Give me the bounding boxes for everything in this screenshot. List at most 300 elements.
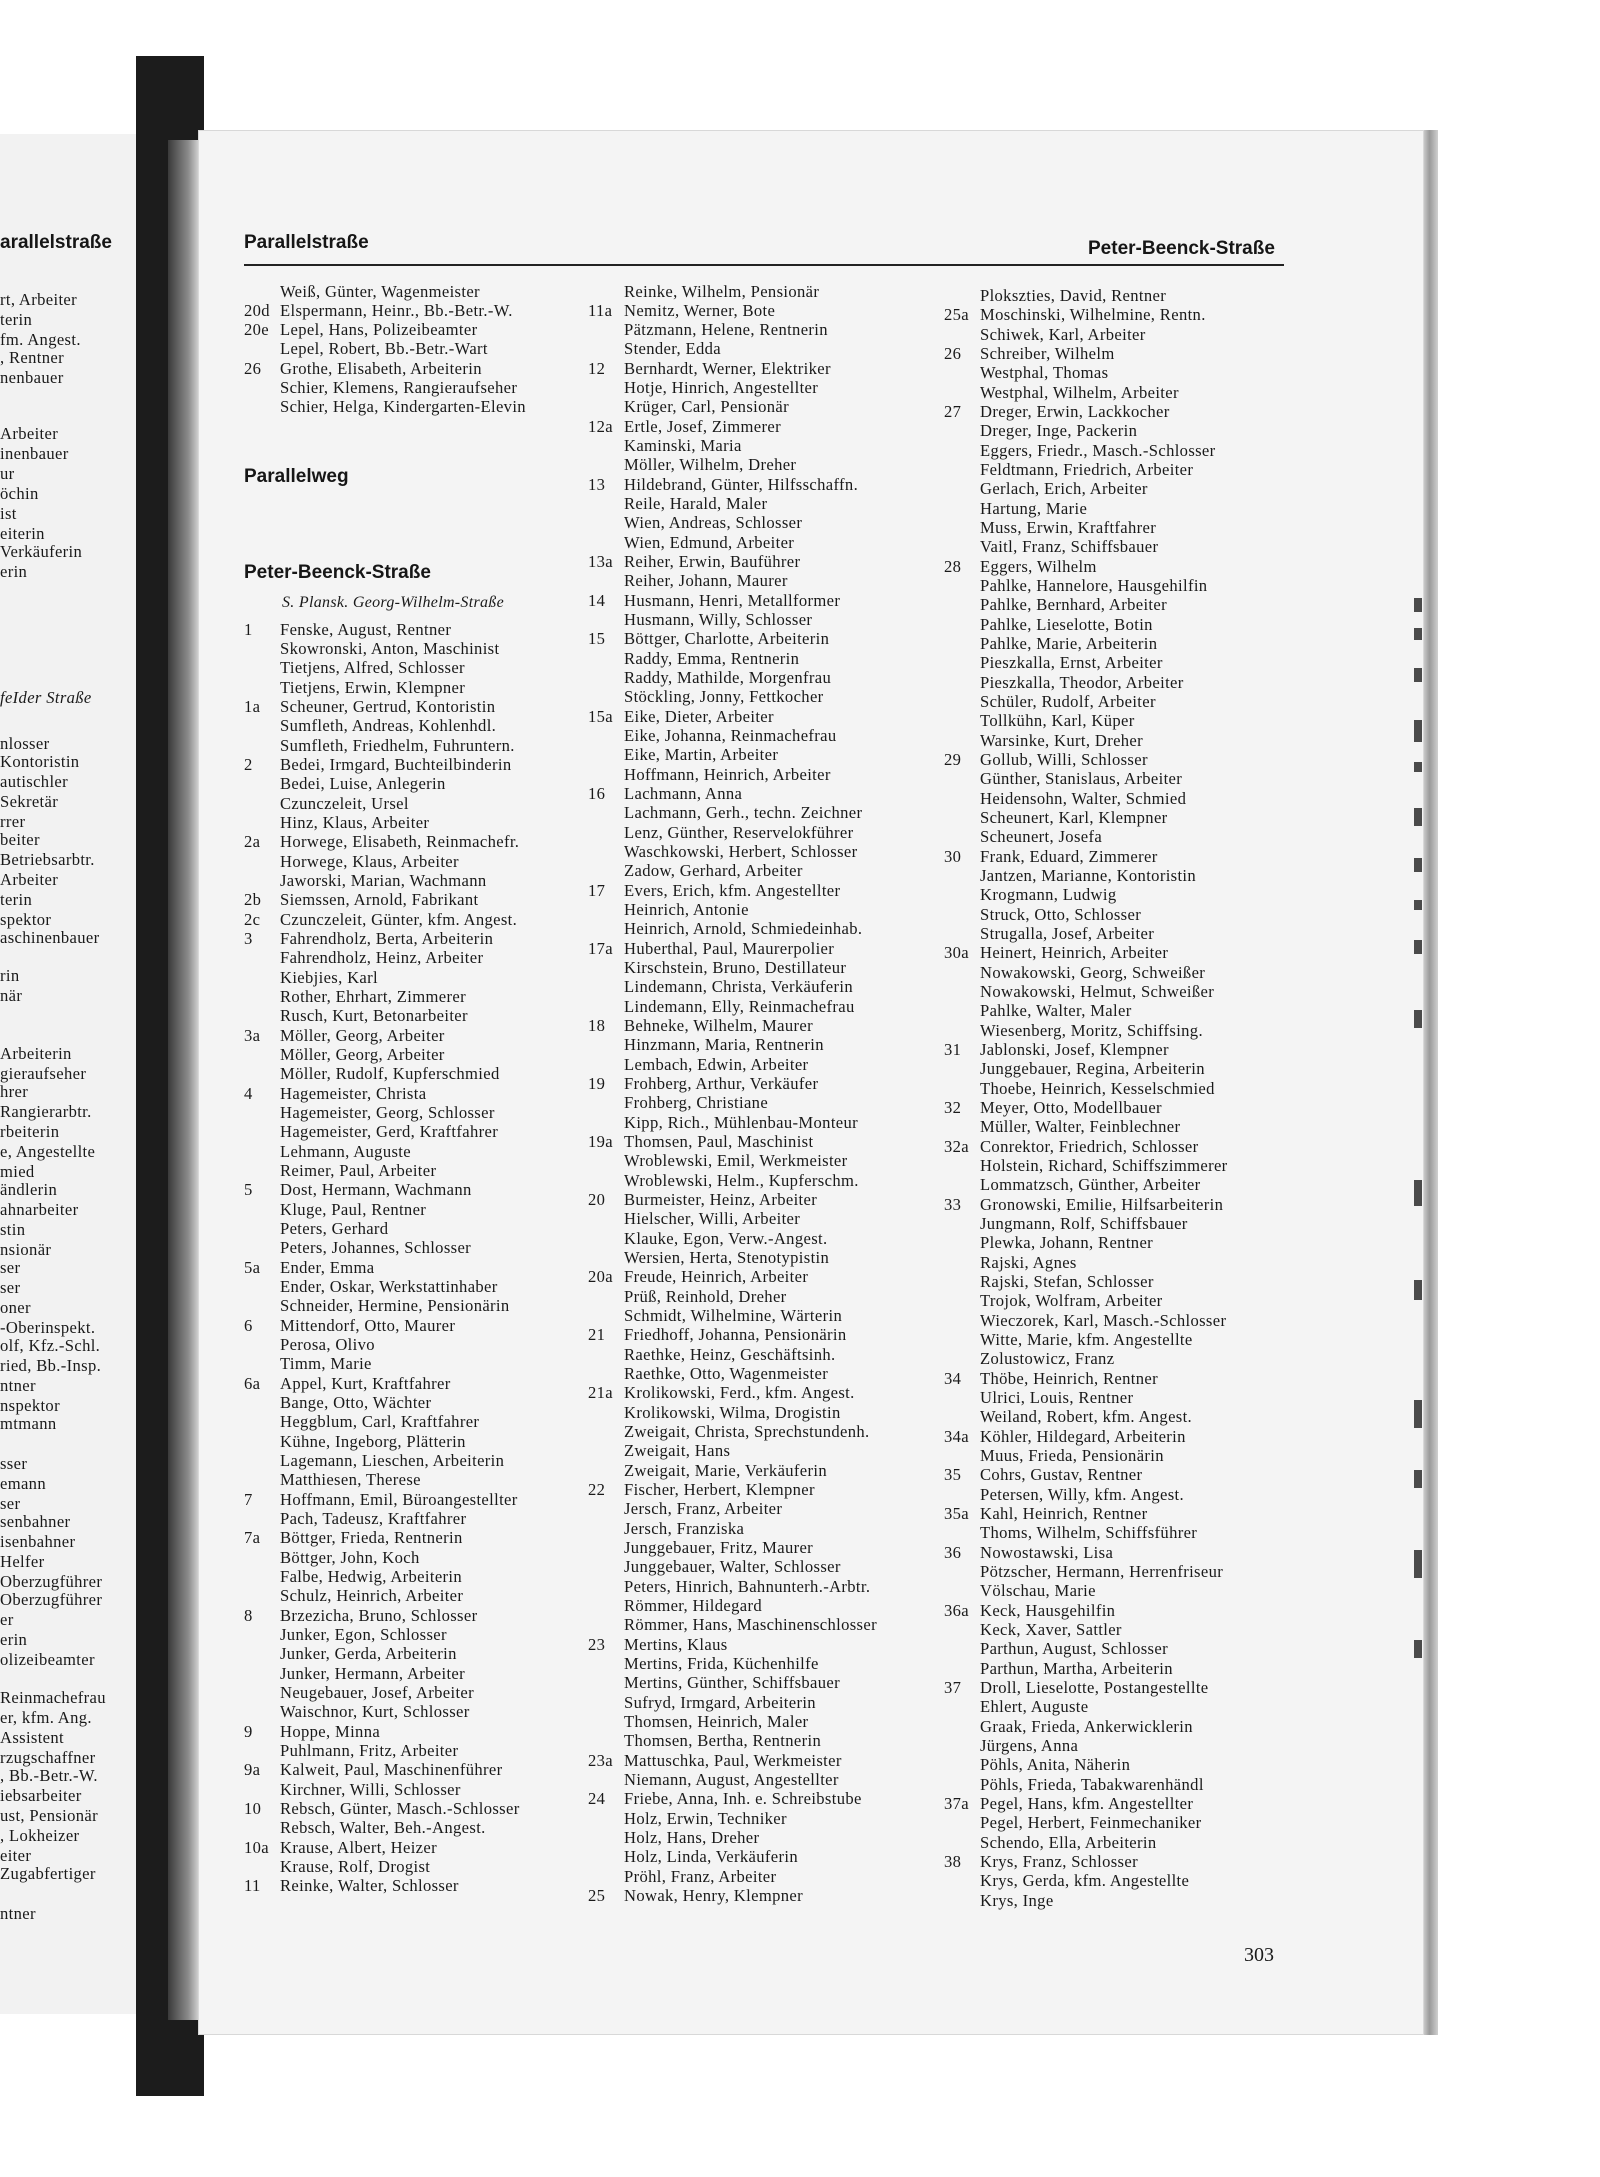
house-number: 31 xyxy=(944,1040,962,1059)
facing-page-line: ur xyxy=(0,464,15,483)
resident-entry: Pieszkalla, Theodor, Arbeiter xyxy=(980,673,1184,692)
house-number: 10a xyxy=(244,1838,270,1857)
house-number: 30a xyxy=(944,943,970,962)
facing-page-line: nlosser xyxy=(0,734,50,753)
house-number: 1a xyxy=(244,697,261,716)
facing-page-line: rrer xyxy=(0,812,26,831)
resident-entry: Wiesenberg, Moritz, Schiffsing. xyxy=(980,1021,1203,1040)
resident-entry: Huberthal, Paul, Maurerpolier xyxy=(624,939,835,958)
house-number: 21 xyxy=(588,1325,606,1344)
resident-entry: Eike, Martin, Arbeiter xyxy=(624,745,779,764)
facing-page-line: ser xyxy=(0,1258,21,1277)
page-number: 303 xyxy=(1244,1944,1274,1966)
resident-entry: Eike, Johanna, Reinmachefrau xyxy=(624,726,837,745)
resident-entry: Kalweit, Paul, Maschinenführer xyxy=(280,1760,503,1779)
resident-entry: Gerlach, Erich, Arbeiter xyxy=(980,479,1148,498)
house-number: 34a xyxy=(944,1427,970,1446)
resident-entry: Horwege, Elisabeth, Reinmachefr. xyxy=(280,832,520,851)
facing-page-line: erin xyxy=(0,562,28,581)
resident-entry: Kirschstein, Bruno, Destillateur xyxy=(624,958,847,977)
resident-entry: Thomsen, Heinrich, Maler xyxy=(624,1712,809,1731)
section-heading-peter-beenck-strasse: Peter-Beenck-Straße xyxy=(244,562,431,583)
resident-entry: Thoebe, Heinrich, Kesselschmied xyxy=(980,1079,1215,1098)
resident-entry: Raethke, Otto, Wagenmeister xyxy=(624,1364,829,1383)
resident-entry: Parthun, August, Schlosser xyxy=(980,1639,1168,1658)
resident-entry: Struck, Otto, Schlosser xyxy=(980,905,1142,924)
resident-entry: Muss, Erwin, Kraftfahrer xyxy=(980,518,1157,537)
resident-entry: Fahrendholz, Heinz, Arbeiter xyxy=(280,948,484,967)
facing-page-line: olizeibeamter xyxy=(0,1650,95,1669)
facing-page-line: ser xyxy=(0,1278,21,1297)
house-number: 18 xyxy=(588,1016,606,1035)
resident-entry: Lindemann, Elly, Reinmachefrau xyxy=(624,997,855,1016)
resident-entry: Waschkowski, Herbert, Schlosser xyxy=(624,842,858,861)
resident-entry: Freude, Heinrich, Arbeiter xyxy=(624,1267,809,1286)
running-header-right: Peter-Beenck-Straße xyxy=(1088,238,1275,259)
house-number: 20 xyxy=(588,1190,606,1209)
resident-entry: Heinrich, Arnold, Schmiedeinhab. xyxy=(624,919,863,938)
facing-page-line: rbeiterin xyxy=(0,1122,60,1141)
resident-entry: Pötzscher, Hermann, Herrenfriseur xyxy=(980,1562,1224,1581)
resident-entry: Mittendorf, Otto, Maurer xyxy=(280,1316,456,1335)
house-number: 17 xyxy=(588,881,606,900)
facing-page-line: ntner xyxy=(0,1904,36,1923)
resident-entry: Westphal, Thomas xyxy=(980,363,1109,382)
resident-entry: Krause, Rolf, Drogist xyxy=(280,1857,431,1876)
resident-entry: Schulz, Heinrich, Arbeiter xyxy=(280,1586,464,1605)
resident-entry: Krys, Inge xyxy=(980,1891,1054,1910)
resident-entry: Frohberg, Arthur, Verkäufer xyxy=(624,1074,819,1093)
page-stack-mark xyxy=(1414,1010,1422,1028)
resident-entry: Krys, Gerda, kfm. Angestellte xyxy=(980,1871,1190,1890)
facing-page-line: Helfer xyxy=(0,1552,45,1571)
house-number: 2c xyxy=(244,910,261,929)
house-number: 26 xyxy=(244,359,262,378)
resident-entry: Jaworski, Marian, Wachmann xyxy=(280,871,487,890)
house-number: 36 xyxy=(944,1543,962,1562)
resident-entry: Prüß, Reinhold, Dreher xyxy=(624,1287,787,1306)
facing-page-line: terin xyxy=(0,890,33,909)
resident-entry: Junker, Hermann, Arbeiter xyxy=(280,1664,466,1683)
house-number: 13a xyxy=(588,552,614,571)
house-number: 3a xyxy=(244,1026,261,1045)
house-number: 1 xyxy=(244,620,253,639)
facing-page-line: ändlerin xyxy=(0,1180,58,1199)
resident-entry: Plewka, Johann, Rentner xyxy=(980,1233,1154,1252)
resident-entry: Waischnor, Kurt, Schlosser xyxy=(280,1702,470,1721)
resident-entry: Pöhls, Anita, Näherin xyxy=(980,1755,1131,1774)
resident-entry: Niemann, August, Angestellter xyxy=(624,1770,839,1789)
facing-page-line: erin xyxy=(0,1630,28,1649)
resident-entry: Petersen, Willy, kfm. Angest. xyxy=(980,1485,1184,1504)
resident-entry: Dreger, Inge, Packerin xyxy=(980,421,1138,440)
resident-entry: Nowakowski, Georg, Schweißer xyxy=(980,963,1206,982)
page-stack-mark xyxy=(1414,1550,1422,1578)
resident-entry: Siemssen, Arnold, Fabrikant xyxy=(280,890,479,909)
resident-entry: Lenz, Günther, Reservelokführer xyxy=(624,823,854,842)
house-number: 21a xyxy=(588,1383,614,1402)
resident-entry: Parthun, Martha, Arbeiterin xyxy=(980,1659,1173,1678)
resident-entry: Westphal, Wilhelm, Arbeiter xyxy=(980,383,1179,402)
resident-entry: Hagemeister, Georg, Schlosser xyxy=(280,1103,495,1122)
house-number: 38 xyxy=(944,1852,962,1871)
resident-entry: Zweigait, Hans xyxy=(624,1441,731,1460)
facing-page-line: spektor xyxy=(0,910,52,929)
page-stack-mark xyxy=(1414,1640,1422,1658)
facing-page-line: Rangierarbtr. xyxy=(0,1102,92,1121)
house-number: 23 xyxy=(588,1635,606,1654)
facing-page-line: Arbeiter xyxy=(0,424,59,443)
resident-entry: Hoppe, Minna xyxy=(280,1722,381,1741)
resident-entry: Mertins, Frida, Küchenhilfe xyxy=(624,1654,819,1673)
resident-entry: Jersch, Franz, Arbeiter xyxy=(624,1499,783,1518)
facing-page-line: beiter xyxy=(0,830,40,849)
resident-entry: Reiher, Erwin, Bauführer xyxy=(624,552,801,571)
facing-page-line: nspektor xyxy=(0,1396,60,1415)
resident-entry: Junggebauer, Walter, Schlosser xyxy=(624,1557,841,1576)
resident-entry: Rusch, Kurt, Betonarbeiter xyxy=(280,1006,468,1025)
resident-entry: Rebsch, Walter, Beh.-Angest. xyxy=(280,1818,486,1837)
resident-entry: Ertle, Josef, Zimmerer xyxy=(624,417,781,436)
resident-entry: Gollub, Willi, Schlosser xyxy=(980,750,1148,769)
resident-entry: Reinke, Wilhelm, Pensionär xyxy=(624,282,820,301)
facing-page-line: rzugschaffner xyxy=(0,1748,96,1767)
facing-page-line: feIder Straße xyxy=(0,688,92,707)
facing-page-line: er, kfm. Ang. xyxy=(0,1708,92,1727)
gutter-shadow xyxy=(168,140,202,2020)
house-number: 37 xyxy=(944,1678,962,1697)
house-number: 11 xyxy=(244,1876,261,1895)
resident-entry: Hagemeister, Gerd, Kraftfahrer xyxy=(280,1122,499,1141)
house-number: 12 xyxy=(588,359,606,378)
resident-entry: Römmer, Hans, Maschinenschlosser xyxy=(624,1615,877,1634)
resident-entry: Muus, Frieda, Pensionärin xyxy=(980,1446,1164,1465)
resident-entry: Husmann, Henri, Metallformer xyxy=(624,591,841,610)
resident-entry: Gronowski, Emilie, Hilfsarbeiterin xyxy=(980,1195,1224,1214)
resident-entry: Czunczeleit, Günter, kfm. Angest. xyxy=(280,910,518,929)
resident-entry: Junggebauer, Fritz, Maurer xyxy=(624,1538,814,1557)
resident-entry: Junggebauer, Regina, Arbeiterin xyxy=(980,1059,1205,1078)
resident-entry: Lehmann, Auguste xyxy=(280,1142,411,1161)
house-number: 32a xyxy=(944,1137,970,1156)
resident-entry: Heidensohn, Walter, Schmied xyxy=(980,789,1187,808)
facing-page-line: aschinenbauer xyxy=(0,928,100,947)
resident-entry: Kirchner, Willi, Schlosser xyxy=(280,1780,461,1799)
resident-entry: Schreiber, Wilhelm xyxy=(980,344,1115,363)
house-number: 8 xyxy=(244,1606,253,1625)
resident-entry: Schmidt, Wilhelmine, Wärterin xyxy=(624,1306,843,1325)
resident-entry: Krolikowski, Wilma, Drogistin xyxy=(624,1403,841,1422)
facing-page-line: , Rentner xyxy=(0,348,64,367)
resident-entry: Tietjens, Alfred, Schlosser xyxy=(280,658,465,677)
facing-page-line: ser xyxy=(0,1494,21,1513)
resident-entry: Rajski, Stefan, Schlosser xyxy=(980,1272,1154,1291)
resident-entry: Jungmann, Rolf, Schiffsbauer xyxy=(980,1214,1188,1233)
resident-entry: Krogmann, Ludwig xyxy=(980,885,1117,904)
resident-entry: Mattuschka, Paul, Werkmeister xyxy=(624,1751,842,1770)
resident-entry: Müller, Walter, Feinblechner xyxy=(980,1117,1181,1136)
facing-page-line: ist xyxy=(0,504,17,523)
house-number: 15 xyxy=(588,629,606,648)
resident-entry: Böttger, Charlotte, Arbeiterin xyxy=(624,629,830,648)
resident-entry: Klauke, Egon, Verw.-Angest. xyxy=(624,1229,828,1248)
resident-entry: Weiß, Günter, Wagenmeister xyxy=(280,282,480,301)
resident-entry: Tietjens, Erwin, Klempner xyxy=(280,678,466,697)
resident-entry: Matthiesen, Therese xyxy=(280,1470,421,1489)
resident-entry: Keck, Hausgehilfin xyxy=(980,1601,1116,1620)
resident-entry: Reile, Harald, Maler xyxy=(624,494,768,513)
resident-entry: Lepel, Hans, Polizeibeamter xyxy=(280,320,478,339)
resident-entry: Holz, Erwin, Techniker xyxy=(624,1809,787,1828)
resident-entry: Witte, Marie, kfm. Angestellte xyxy=(980,1330,1193,1349)
resident-entry: Frank, Eduard, Zimmerer xyxy=(980,847,1158,866)
page-stack-mark xyxy=(1414,762,1422,772)
resident-entry: Thomsen, Paul, Maschinist xyxy=(624,1132,814,1151)
resident-entry: Friebe, Anna, Inh. e. Schreibstube xyxy=(624,1789,862,1808)
resident-entry: Falbe, Hedwig, Arbeiterin xyxy=(280,1567,463,1586)
resident-entry: Mertins, Klaus xyxy=(624,1635,728,1654)
resident-entry: Schüler, Rudolf, Arbeiter xyxy=(980,692,1156,711)
resident-entry: Günther, Stanislaus, Arbeiter xyxy=(980,769,1183,788)
page-stack-mark xyxy=(1414,808,1422,826)
resident-entry: Fenske, August, Rentner xyxy=(280,620,452,639)
resident-entry: Krys, Franz, Schlosser xyxy=(980,1852,1138,1871)
resident-entry: Möller, Georg, Arbeiter xyxy=(280,1045,445,1064)
facing-page-line: , Bb.-Betr.-W. xyxy=(0,1766,98,1785)
resident-entry: Lindemann, Christa, Verkäuferin xyxy=(624,977,853,996)
resident-entry: Ulrici, Louis, Rentner xyxy=(980,1388,1134,1407)
resident-entry: Raddy, Emma, Rentnerin xyxy=(624,649,800,668)
resident-entry: Wien, Andreas, Schlosser xyxy=(624,513,803,532)
house-number: 3 xyxy=(244,929,253,948)
resident-entry: Trojok, Wolfram, Arbeiter xyxy=(980,1291,1163,1310)
facing-page-line: hrer xyxy=(0,1082,29,1101)
facing-page-line: senbahner xyxy=(0,1512,71,1531)
resident-entry: Stender, Edda xyxy=(624,339,721,358)
resident-entry: Holz, Linda, Verkäuferin xyxy=(624,1847,798,1866)
resident-entry: Kühne, Ingeborg, Plätterin xyxy=(280,1432,466,1451)
house-number: 29 xyxy=(944,750,962,769)
facing-page-line: Verkäuferin xyxy=(0,542,83,561)
facing-page-line: Oberzugführer xyxy=(0,1572,103,1591)
resident-entry: Frohberg, Christiane xyxy=(624,1093,769,1112)
facing-page-line: -Oberinspekt. xyxy=(0,1318,96,1337)
resident-entry: Stöckling, Jonny, Fettkocher xyxy=(624,687,824,706)
house-number: 30 xyxy=(944,847,962,866)
resident-entry: Pahlke, Hannelore, Hausgehilfin xyxy=(980,576,1208,595)
resident-entry: Hoffmann, Emil, Büroangestellter xyxy=(280,1490,518,1509)
house-number: 2b xyxy=(244,890,262,909)
facing-page-line: Sekretär xyxy=(0,792,59,811)
house-number: 11a xyxy=(588,301,613,320)
house-number: 28 xyxy=(944,557,962,576)
resident-entry: Krause, Albert, Heizer xyxy=(280,1838,437,1857)
resident-entry: Raddy, Mathilde, Morgenfrau xyxy=(624,668,832,687)
resident-entry: Wien, Edmund, Arbeiter xyxy=(624,533,795,552)
resident-entry: Kipp, Rich., Mühlenbau-Monteur xyxy=(624,1113,859,1132)
header-rule xyxy=(244,264,1284,266)
resident-entry: Skowronski, Anton, Maschinist xyxy=(280,639,500,658)
resident-entry: Ender, Oskar, Werkstattinhaber xyxy=(280,1277,498,1296)
resident-entry: Bernhardt, Werner, Elektriker xyxy=(624,359,831,378)
resident-entry: Friedhoff, Johanna, Pensionärin xyxy=(624,1325,847,1344)
house-number: 2a xyxy=(244,832,261,851)
resident-entry: Raethke, Heinz, Geschäftsinh. xyxy=(624,1345,836,1364)
resident-entry: Peters, Johannes, Schlosser xyxy=(280,1238,472,1257)
page-stack-mark xyxy=(1414,720,1422,742)
resident-entry: Sufryd, Irmgard, Arbeiterin xyxy=(624,1693,816,1712)
house-number: 20a xyxy=(588,1267,614,1286)
facing-page-line: Assistent xyxy=(0,1728,64,1747)
house-number: 5a xyxy=(244,1258,261,1277)
facing-page-line: eiter xyxy=(0,1846,32,1865)
facing-page-line: Oberzugführer xyxy=(0,1590,103,1609)
resident-entry: Hagemeister, Christa xyxy=(280,1084,427,1103)
house-number: 17a xyxy=(588,939,614,958)
resident-entry: Neugebauer, Josef, Arbeiter xyxy=(280,1683,475,1702)
facing-page-line: iebsarbeiter xyxy=(0,1786,82,1805)
resident-entry: Möller, Wilhelm, Dreher xyxy=(624,455,797,474)
resident-entry: Reimer, Paul, Arbeiter xyxy=(280,1161,437,1180)
facing-page-line: öchin xyxy=(0,484,39,503)
resident-entry: Holstein, Richard, Schiffszimmerer xyxy=(980,1156,1228,1175)
resident-entry: Zadow, Gerhard, Arbeiter xyxy=(624,861,803,880)
resident-entry: Kaminski, Maria xyxy=(624,436,742,455)
house-number: 14 xyxy=(588,591,606,610)
resident-entry: Pahlke, Lieselotte, Botin xyxy=(980,615,1153,634)
resident-entry: Lachmann, Gerh., techn. Zeichner xyxy=(624,803,863,822)
resident-entry: Brzezicha, Bruno, Schlosser xyxy=(280,1606,478,1625)
resident-entry: Pach, Tadeusz, Kraftfahrer xyxy=(280,1509,467,1528)
resident-entry: Plokszties, David, Rentner xyxy=(980,286,1167,305)
facing-page-line: eiterin xyxy=(0,524,45,543)
house-number: 25a xyxy=(944,305,970,324)
resident-entry: Lachmann, Anna xyxy=(624,784,743,803)
resident-entry: Wroblewski, Helm., Kupferschm. xyxy=(624,1171,859,1190)
section-heading-parallelweg: Parallelweg xyxy=(244,466,349,487)
house-number: 19a xyxy=(588,1132,614,1151)
facing-page-line: sser xyxy=(0,1454,28,1473)
resident-entry: Puhlmann, Fritz, Arbeiter xyxy=(280,1741,459,1760)
resident-entry: Schier, Helga, Kindergarten-Elevin xyxy=(280,397,526,416)
resident-entry: Cohrs, Gustav, Rentner xyxy=(980,1465,1143,1484)
resident-entry: Weiland, Robert, kfm. Angest. xyxy=(980,1407,1193,1426)
facing-page-line: ried, Bb.-Insp. xyxy=(0,1356,102,1375)
resident-entry: Eggers, Friedr., Masch.-Schlosser xyxy=(980,441,1216,460)
facing-page-line: gieraufseher xyxy=(0,1064,87,1083)
resident-entry: Eggers, Wilhelm xyxy=(980,557,1097,576)
facing-page-line: Arbeiter xyxy=(0,870,59,889)
resident-entry: Warsinke, Kurt, Dreher xyxy=(980,731,1144,750)
resident-entry: Pahlke, Walter, Maler xyxy=(980,1001,1132,1020)
resident-entry: Graak, Frieda, Ankerwicklerin xyxy=(980,1717,1193,1736)
resident-entry: Junker, Egon, Schlosser xyxy=(280,1625,447,1644)
resident-entry: Pätzmann, Helene, Rentnerin xyxy=(624,320,828,339)
facing-page-line: nsionär xyxy=(0,1240,52,1259)
resident-entry: Grothe, Elisabeth, Arbeiterin xyxy=(280,359,482,378)
resident-entry: Junker, Gerda, Arbeiterin xyxy=(280,1644,457,1663)
resident-entry: Evers, Erich, kfm. Angestellter xyxy=(624,881,841,900)
facing-page-line: ust, Pensionär xyxy=(0,1806,99,1825)
resident-entry: Hinzmann, Maria, Rentnerin xyxy=(624,1035,824,1054)
resident-entry: Scheunert, Josefa xyxy=(980,827,1103,846)
resident-entry: Hartung, Marie xyxy=(980,499,1088,518)
house-number: 25 xyxy=(588,1886,606,1905)
resident-entry: Appel, Kurt, Kraftfahrer xyxy=(280,1374,451,1393)
resident-entry: Heggblum, Carl, Kraftfahrer xyxy=(280,1412,480,1431)
resident-entry: Thöbe, Heinrich, Rentner xyxy=(980,1369,1158,1388)
resident-entry: Pahlke, Marie, Arbeiterin xyxy=(980,634,1158,653)
house-number: 5 xyxy=(244,1180,253,1199)
resident-entry: Sumfleth, Friedhelm, Fuhruntern. xyxy=(280,736,515,755)
resident-entry: Thoms, Wilhelm, Schiffsführer xyxy=(980,1523,1198,1542)
house-number: 13 xyxy=(588,475,606,494)
house-number: 7a xyxy=(244,1528,261,1547)
facing-page-header: arallelstraße xyxy=(0,232,112,253)
resident-entry: Römmer, Hildegard xyxy=(624,1596,763,1615)
house-number: 34 xyxy=(944,1369,962,1388)
resident-entry: Fahrendholz, Berta, Arbeiterin xyxy=(280,929,494,948)
resident-entry: Pröhl, Franz, Arbeiter xyxy=(624,1867,777,1886)
resident-entry: Sumfleth, Andreas, Kohlenhdl. xyxy=(280,716,497,735)
page-stack-mark xyxy=(1414,1280,1422,1300)
resident-entry: Perosa, Olivo xyxy=(280,1335,375,1354)
house-number: 24 xyxy=(588,1789,606,1808)
facing-page-line: ahnarbeiter xyxy=(0,1200,79,1219)
resident-entry: Hildebrand, Günter, Hilfsschaffn. xyxy=(624,475,859,494)
page-stack-mark xyxy=(1414,668,1422,682)
house-number: 15a xyxy=(588,707,614,726)
facing-page-line: inenbauer xyxy=(0,444,69,463)
house-number: 6 xyxy=(244,1316,253,1335)
resident-entry: Meyer, Otto, Modellbauer xyxy=(980,1098,1162,1117)
resident-entry: Schiwek, Karl, Arbeiter xyxy=(980,325,1146,344)
resident-entry: Schneider, Hermine, Pensionärin xyxy=(280,1296,510,1315)
resident-entry: Schier, Klemens, Rangieraufseher xyxy=(280,378,518,397)
page-stack-mark xyxy=(1414,1470,1422,1488)
resident-entry: Hotje, Hinrich, Angestellter xyxy=(624,378,819,397)
resident-entry: Heinrich, Antonie xyxy=(624,900,749,919)
resident-entry: Jablonski, Josef, Klempner xyxy=(980,1040,1169,1059)
resident-entry: Holz, Hans, Dreher xyxy=(624,1828,760,1847)
page-stack-mark xyxy=(1414,628,1422,640)
house-number: 35a xyxy=(944,1504,970,1523)
resident-entry: Bedei, Irmgard, Buchteilbinderin xyxy=(280,755,512,774)
resident-entry: Hielscher, Willi, Arbeiter xyxy=(624,1209,801,1228)
resident-entry: Krolikowski, Ferd., kfm. Angest. xyxy=(624,1383,855,1402)
resident-entry: Rajski, Agnes xyxy=(980,1253,1077,1272)
resident-entry: Timm, Marie xyxy=(280,1354,372,1373)
resident-entry: Scheunert, Karl, Klempner xyxy=(980,808,1168,827)
resident-entry: Nemitz, Werner, Bote xyxy=(624,301,776,320)
resident-entry: Eike, Dieter, Arbeiter xyxy=(624,707,774,726)
house-number: 33 xyxy=(944,1195,962,1214)
facing-page-line: stin xyxy=(0,1220,26,1239)
resident-entry: Kiebjies, Karl xyxy=(280,968,378,987)
page-stack-mark xyxy=(1414,598,1422,612)
house-number: 23a xyxy=(588,1751,614,1770)
running-header-left: Parallelstraße xyxy=(244,232,369,253)
resident-entry: Reiher, Johann, Maurer xyxy=(624,571,788,590)
resident-entry: Jantzen, Marianne, Kontoristin xyxy=(980,866,1197,885)
page-stack-mark xyxy=(1414,1400,1422,1428)
resident-entry: Krüger, Carl, Pensionär xyxy=(624,397,789,416)
facing-page-line: isenbahner xyxy=(0,1532,76,1551)
resident-entry: Nowostawski, Lisa xyxy=(980,1543,1114,1562)
page-stack-mark xyxy=(1414,900,1422,910)
page-edge xyxy=(1424,130,1438,2035)
resident-entry: Behneke, Wilhelm, Maurer xyxy=(624,1016,813,1035)
